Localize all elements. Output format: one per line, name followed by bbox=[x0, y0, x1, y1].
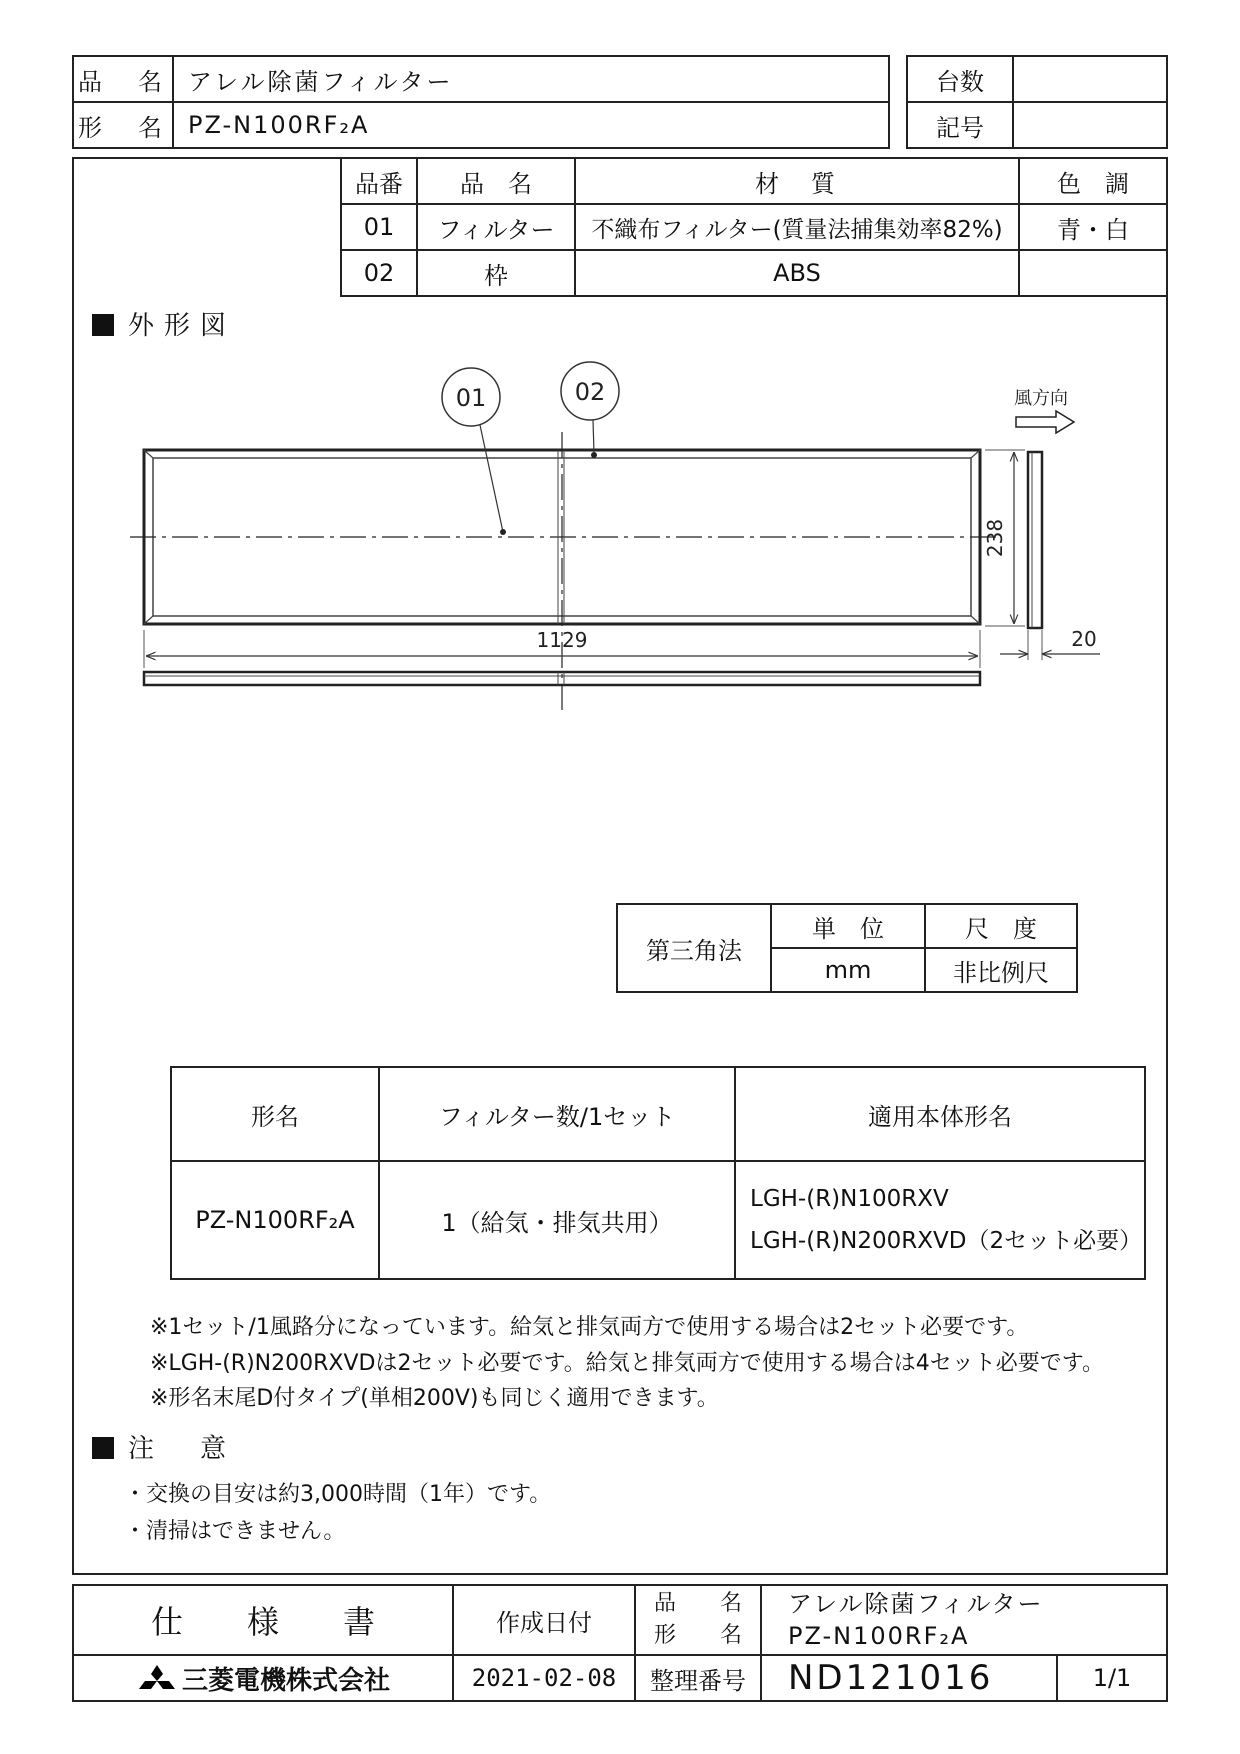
scale-label: 尺 度 bbox=[925, 904, 1077, 948]
scale-table bbox=[616, 903, 1078, 993]
callout-01-label: 01 bbox=[455, 384, 487, 412]
doc-title: 仕 様 書 bbox=[73, 1585, 453, 1655]
unit-value: mm bbox=[771, 948, 925, 992]
square-bullet-icon bbox=[92, 1437, 114, 1459]
katamei-value: PZ-N100RF₂A bbox=[173, 102, 889, 148]
footer-product-name: アレル除菌フィルター bbox=[788, 1590, 1044, 1618]
created-date: 2021-02-08 bbox=[453, 1655, 635, 1701]
company-cell bbox=[73, 1655, 453, 1701]
side-view bbox=[1028, 452, 1042, 628]
part-material: 不織布フィルター(質量法捕集効率82%) bbox=[575, 204, 1019, 250]
caution-item: ・交換の目安は約3,000時間（1年）です。 bbox=[124, 1482, 552, 1507]
projection-method: 第三角法 bbox=[617, 904, 771, 992]
compat-table bbox=[170, 1066, 1146, 1280]
dim-width: 1129 bbox=[536, 628, 588, 652]
daisu-label: 台数 bbox=[907, 56, 1013, 102]
footer-katamei-label: 形 名 bbox=[653, 1623, 742, 1648]
hinmei-label: 品 名 bbox=[73, 56, 173, 102]
scale-value: 非比例尺 bbox=[925, 948, 1077, 992]
caution-item: ・清掃はできません。 bbox=[124, 1519, 346, 1544]
hinmei-value: アレル除菌フィルター bbox=[173, 56, 889, 102]
part-color: 青・白 bbox=[1019, 204, 1167, 250]
product-info bbox=[761, 1585, 1167, 1655]
applicable-model-2: LGH-(R)N200RXVD（2セット必要） bbox=[750, 1228, 1143, 1254]
part-number: 02 bbox=[341, 250, 417, 296]
outline-title: 外形図 bbox=[128, 311, 237, 341]
table-row bbox=[171, 1161, 1145, 1279]
footer-table bbox=[72, 1584, 1168, 1702]
parts-header: 品番 bbox=[341, 158, 417, 204]
footer-product-model: PZ-N100RF₂A bbox=[788, 1622, 970, 1650]
katamei-label: 形 名 bbox=[73, 102, 173, 148]
remark-line: ※形名末尾D付タイプ(単相200V)も同じく適用できます。 bbox=[150, 1386, 719, 1411]
kigo-label: 記号 bbox=[907, 102, 1013, 148]
applicable-model-1: LGH-(R)N100RXV bbox=[750, 1186, 949, 1212]
bottom-view bbox=[144, 672, 980, 685]
part-name: 枠 bbox=[417, 250, 575, 296]
mitsubishi-logo-icon bbox=[136, 1665, 178, 1695]
outline-drawing bbox=[0, 0, 1240, 760]
compat-header: 形名 bbox=[171, 1067, 379, 1161]
name-labels bbox=[635, 1585, 761, 1655]
wind-arrow-icon bbox=[1016, 411, 1074, 433]
seiri-number: ND121016 bbox=[761, 1655, 1057, 1701]
dim-depth: 20 bbox=[1071, 627, 1097, 651]
unit-label: 単 位 bbox=[771, 904, 925, 948]
part-material: ABS bbox=[575, 250, 1019, 296]
compat-count: 1（給気・排気共用） bbox=[379, 1161, 735, 1279]
compat-header: フィルター数/1セット bbox=[379, 1067, 735, 1161]
caution-heading bbox=[92, 1428, 236, 1465]
parts-header: 色 調 bbox=[1019, 158, 1167, 204]
dim-height: 238 bbox=[983, 518, 1007, 558]
wind-direction-label: 風方向 bbox=[1014, 388, 1068, 409]
parts-header: 品 名 bbox=[417, 158, 575, 204]
compat-applicable bbox=[735, 1161, 1145, 1279]
seiri-label: 整理番号 bbox=[635, 1655, 761, 1701]
callout-02-label: 02 bbox=[574, 378, 606, 406]
parts-header: 材 質 bbox=[575, 158, 1019, 204]
part-number: 01 bbox=[341, 204, 417, 250]
remark-line: ※1セット/1風路分になっています。給気と排気両方で使用する場合は2セット必要です。 bbox=[150, 1315, 1029, 1340]
compat-model: PZ-N100RF₂A bbox=[171, 1161, 379, 1279]
part-name: フィルター bbox=[417, 204, 575, 250]
company-name: 三菱電機株式会社 bbox=[181, 1665, 390, 1696]
caution-title: 注 意 bbox=[128, 1434, 237, 1464]
remark-line: ※LGH-(R)N200RXVDは2セット必要です。給気と排気両方で使用する場合は4セット必要です。 bbox=[150, 1351, 1104, 1376]
created-label: 作成日付 bbox=[453, 1585, 635, 1655]
footer-hinmei-label: 品 名 bbox=[653, 1591, 742, 1616]
compat-header: 適用本体形名 bbox=[735, 1067, 1145, 1161]
page-number: 1/1 bbox=[1057, 1655, 1167, 1701]
